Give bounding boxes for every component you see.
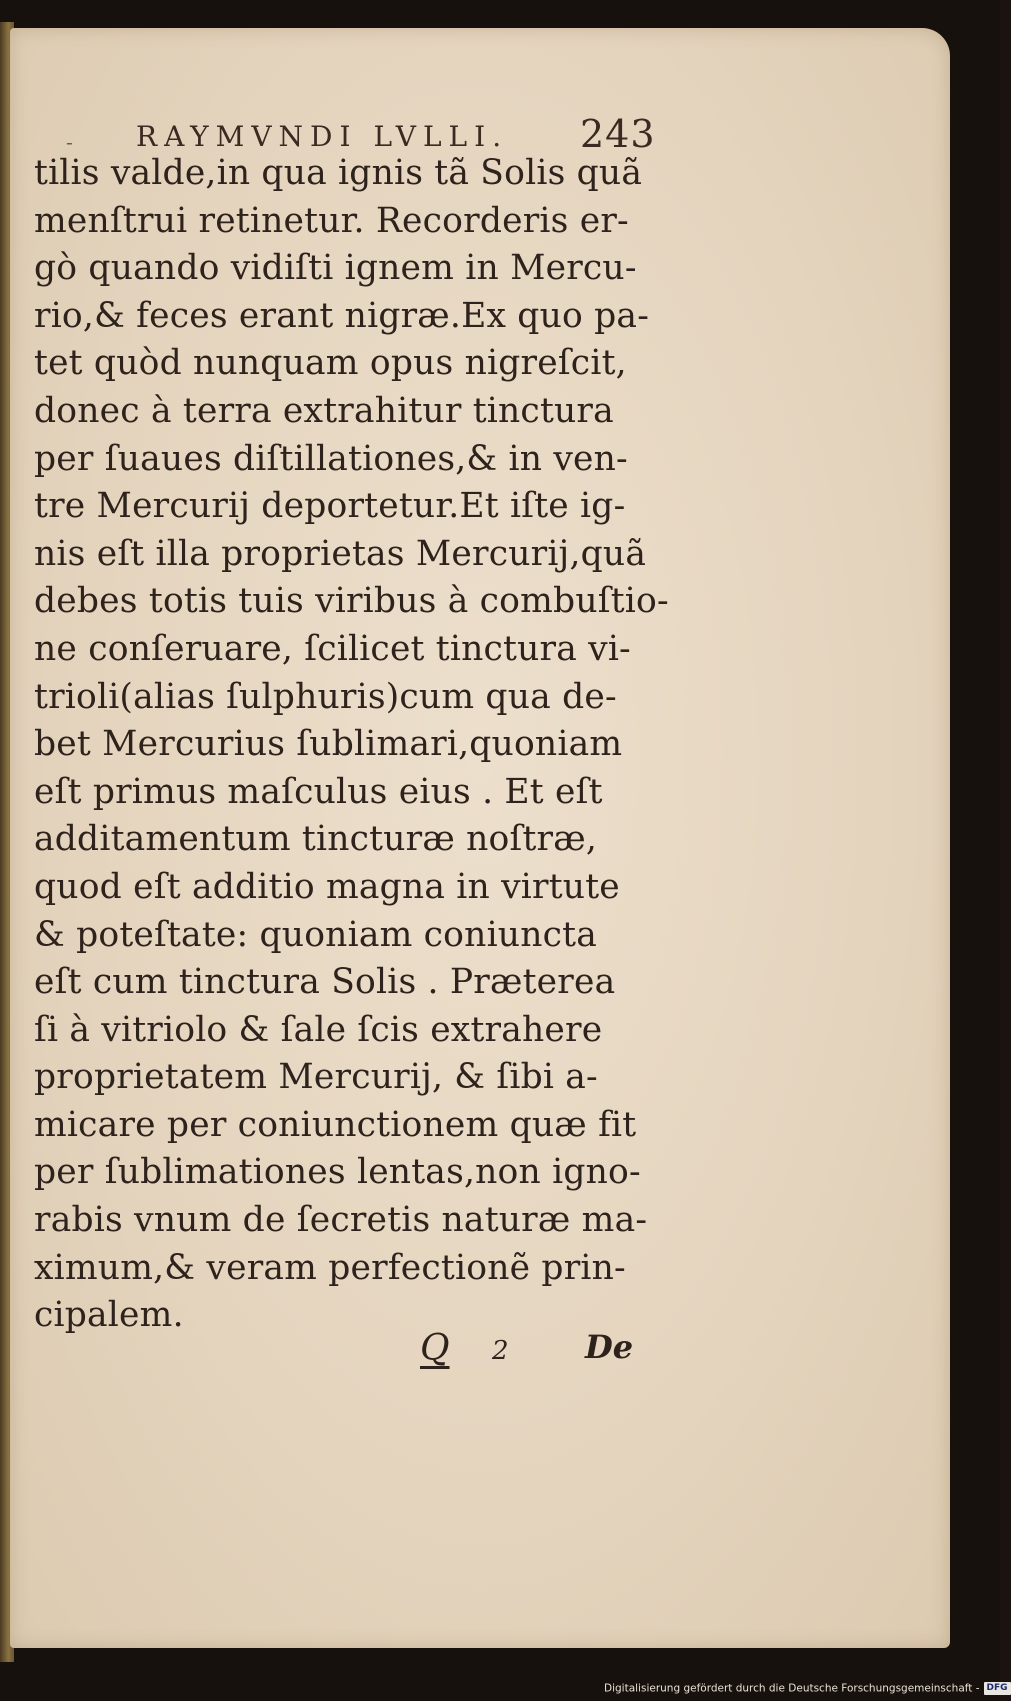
page-content — [10, 28, 950, 1648]
text-line: per ſublimationes lentas,non igno- — [34, 1152, 641, 1193]
text-line: donec à terra extrahitur tinctura — [34, 390, 614, 431]
text-line: per ſuaues diſtillationes,& in ven- — [34, 438, 628, 479]
header-dash: - — [66, 130, 73, 154]
catchword: De — [585, 1328, 634, 1366]
text-line: gò quando vidiſti ignem in Mercu- — [34, 248, 637, 289]
text-line: eſt primus maſculus eius . Et eſt — [34, 771, 603, 812]
page-number: 243 — [580, 112, 656, 156]
text-line: ximum,& veram perfectionẽ prin- — [34, 1247, 626, 1288]
credit-text: Digitalisierung gefördert durch die Deutsche Forschungsgemeinschaft - — [604, 1682, 980, 1695]
text-line: eſt cum tinctura Solis . Præterea — [34, 962, 616, 1003]
text-line: rio,& feces erant nigræ.Ex quo pa- — [34, 295, 650, 336]
text-line: tet quòd nunquam opus nigreſcit, — [34, 343, 627, 384]
text-line: bet Mercurius ſublimari,quoniam — [34, 724, 623, 765]
text-line: proprietatem Mercurij, & ſibi a- — [34, 1057, 598, 1098]
digitization-credit — [604, 1682, 1008, 1698]
text-line: ſi à vitriolo & ſale ſcis extrahere — [34, 1009, 603, 1050]
signature-number: 2 — [492, 1336, 509, 1366]
text-line: cipalem. — [34, 1295, 184, 1336]
text-line: micare per coniunctionem quæ fit — [34, 1104, 637, 1145]
text-line: quod eſt additio magna in virtute — [34, 866, 620, 907]
book-page — [10, 28, 950, 1648]
dfg-logo-badge: DFG — [984, 1682, 1011, 1695]
running-head-title: RAYMVNDI LVLLI. — [136, 120, 509, 153]
signature-mark: Q — [420, 1328, 450, 1369]
text-line: debes totis tuis viribus à combuſtio- — [34, 581, 669, 622]
text-line: ne conſeruare, ſcilicet tinctura vi- — [34, 628, 631, 669]
text-line: trioli(alias ſulphuris)cum qua de- — [34, 676, 617, 717]
text-line: tilis valde,in qua ignis tã Solis quã — [34, 153, 643, 193]
text-line: menſtrui retinetur. Recorderis er- — [34, 200, 629, 241]
text-line: additamentum tincturæ noſtræ, — [34, 819, 598, 860]
text-line: rabis vnum de ſecretis naturæ ma- — [34, 1200, 648, 1241]
text-line: nis eſt illa proprietas Mercurij,quã — [34, 533, 647, 574]
text-line: & poteſtate: quoniam coniuncta — [34, 914, 598, 955]
body-text — [34, 150, 669, 1340]
text-line: tre Mercurij deportetur.Et iſte ig- — [34, 486, 626, 527]
signature-line — [420, 1328, 634, 1388]
